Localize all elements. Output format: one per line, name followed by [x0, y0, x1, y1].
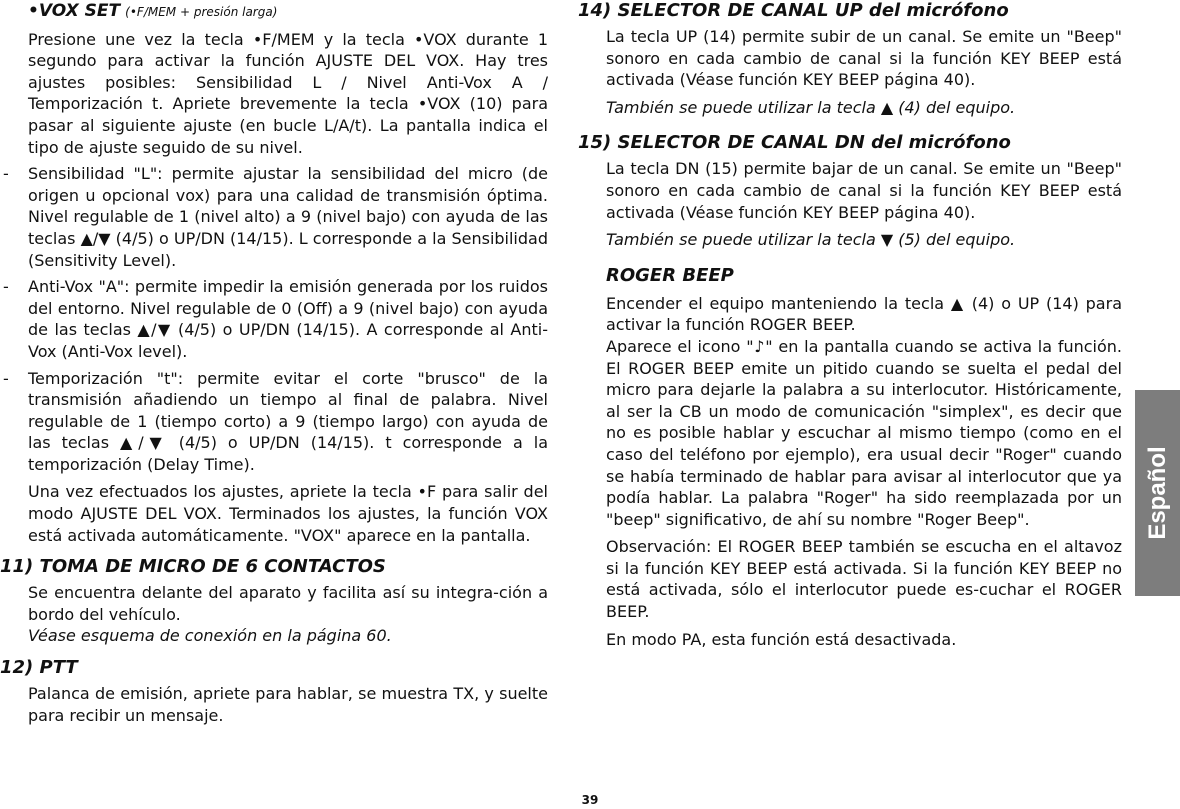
language-label: Español	[1143, 446, 1171, 540]
vox-intro: Presione une vez la tecla •F/MEM y la tecla •VOX durante 1 segundo para activar la función AJUSTE DEL VOX. Hay tres ajustes posibles: Sensibilidad L / Nivel Anti-Vox A / Temporización t. Apriete brevemente la tecla •VOX (10) para pasar al siguiente ajuste (en bucle L/A/t). La pantalla indica el tipo de ajuste seguido de su nivel.	[28, 29, 548, 157]
roger-heading: ROGER BEEP	[606, 264, 734, 286]
temporizacion-text: Temporización "t": permite evitar el corte "brusco" de la transmisión añadiendo un tiempo al final de palabra. Nivel regulable de 1 (tiempo corto) a 9 (tiempo largo) con ayuda de las teclas ▲/▼ (4/5) o UP/DN (14/15). t corresponde a la temporización (Delay Time).	[28, 368, 548, 474]
dn-heading: 15) SELECTOR DE CANAL DN del micrófono	[578, 132, 1011, 154]
up-text: La tecla UP (14) permite subir de un canal. Se emite un "Beep" sonoro en cada cambio de canal si la función KEY BEEP está activada (Véase función KEY BEEP página 40).	[606, 27, 1122, 90]
dn-text: La tecla DN (15) permite bajar de un canal. Se emite un "Beep" sonoro en cada cambio de canal si la función KEY BEEP está activada (Véase función KEY BEEP página 40).	[606, 159, 1122, 222]
toma-heading: 11) TOMA DE MICRO DE 6 CONTACTOS	[0, 556, 386, 578]
dn-also: También se puede utilizar la tecla ▼ (5) del equipo.	[606, 230, 1016, 250]
roger-observacion: Observación: El ROGER BEEP también se escucha en el altavoz si la función KEY BEEP está activada. Si la función KEY BEEP no está activada, sólo el interlocutor puede es-cuchar el ROGER BEEP.	[606, 537, 1122, 622]
ptt-text: Palanca de emisión, apriete para hablar, se muestra TX, y suelte para recibir un mensaje.	[28, 684, 548, 725]
toma-text: Se encuentra delante del aparato y facilita así su integra-ción a bordo del vehículo.	[28, 583, 548, 624]
sensibilidad-text: Sensibilidad "L": permite ajustar la sensibilidad del micro (de origen u opcional vox) para una calidad de transmisión óptima. Nivel regulable de 1 (nivel alto) a 9 (nivel bajo) con ayuda de las teclas ▲/▼ (4/5) o UP/DN (14/15). L corresponde a la Sensibilidad (Sensitivity Level).	[28, 164, 548, 270]
right-column	[578, 0, 1122, 650]
language-side-tab	[1135, 390, 1180, 596]
vox-outro: Una vez efectuados los ajustes, apriete la tecla •F para salir del modo AJUSTE DEL VOX. Terminados los ajustes, la función VOX está activada automáticamente. "VOX" aparece en la pantalla.	[28, 482, 548, 545]
page-number: 39	[581, 793, 599, 807]
list-item-antivox: - Anti-Vox "A": permite impedir la emisión generada por los ruidos del entorno. Nivel regulable de 0 (Off) a 9 (nivel bajo) con ayuda de las teclas ▲/▼ (4/5) o UP/DN (14/15). A corresponde al Anti-Vox (Anti-Vox level).	[3, 277, 548, 361]
roger-p2: Aparece el icono "♪" en la pantalla cuando se activa la función. El ROGER BEEP emite un pitido cuando se suelta el pedal del micro para dejarle la palabra a su interlocutor. Históricamente, al ser la CB un modo de comunicación "simplex", es decir que no es posible hablar y escuchar al mismo tiempo (como en el caso del teléfono por ejemplo), era usual decir "Roger" cuando se había terminado de hablar para avisar al interlocutor que ya podía hablar. La palabra "Roger" ha sido reemplazada por un "beep" significativo, de ahí su nombre "Roger Beep".	[606, 336, 1122, 529]
antivox-text: Anti-Vox "A": permite impedir la emisión generada por los ruidos del entorno. Nivel regulable de 0 (Off) a 9 (nivel bajo) con ayuda de las teclas ▲/▼ (4/5) o UP/DN (14/15). A corresponde al Anti-Vox (Anti-Vox level).	[28, 277, 548, 361]
list-item-temporizacion: - Temporización "t": permite evitar el corte "brusco" de la transmisión añadiendo un tiempo al final de palabra. Nivel regulable de 1 (tiempo corto) a 9 (tiempo largo) con ayuda de las teclas ▲/▼ (4/5) o UP/DN (14/15). t corresponde a la temporización (Delay Time).	[3, 368, 548, 474]
ptt-heading: 12) PTT	[0, 657, 78, 679]
list-item-sensibilidad: - Sensibilidad "L": permite ajustar la sensibilidad del micro (de origen u opcional vox) para una calidad de transmisión óptima. Nivel regulable de 1 (nivel alto) a 9 (nivel bajo) con ayuda de las teclas ▲/▼ (4/5) o UP/DN (14/15). L corresponde a la Sensibilidad (Sensitivity Level).	[3, 164, 548, 270]
up-heading: 14) SELECTOR DE CANAL UP del micrófono	[578, 0, 1009, 21]
vox-set-title: •VOX SET (•F/MEM + presión larga)	[28, 1, 278, 21]
up-also: También se puede utilizar la tecla ▲ (4) del equipo.	[606, 97, 1016, 117]
toma-ref: Véase esquema de conexión en la página 60.	[28, 626, 392, 646]
left-column	[0, 0, 548, 726]
roger-p1: Encender el equipo manteniendo la tecla ▲ (4) o UP (14) para activar la función ROGER BEEP.	[606, 293, 1122, 335]
roger-pa: En modo PA, esta función está desactivada.	[606, 629, 957, 649]
